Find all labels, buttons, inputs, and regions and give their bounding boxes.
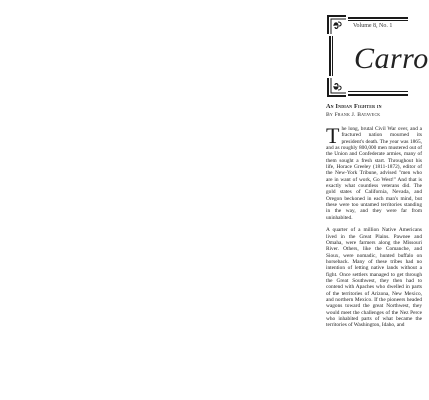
masthead-left-rule-thin <box>332 36 333 76</box>
byline: By Frank J. Bataveck <box>326 112 381 118</box>
masthead-left-rule <box>329 36 331 76</box>
masthead <box>326 14 429 98</box>
masthead-top-rule <box>348 17 408 19</box>
corner-ornament-icon <box>326 76 348 98</box>
article-title: An Indian Fighter in <box>326 103 382 110</box>
corner-ornament-icon <box>326 14 348 36</box>
article-body <box>326 123 422 329</box>
masthead-bottom-rule-thin <box>348 91 408 92</box>
paragraph: A quarter of a million Native Americans lived in the Great Plains. Pawnee and Omaha, were farmers along the Missouri River. Others, like the Comanche, and Sioux, were nomadic, hunted buffalo on horseback. Many of these tribes had no intention of letting native lands without a fight. Once settlers managed to get through the Great Southwest, they then had to contend with Apaches who dwelled in parts of the territories of Arizona, New Mexico, and northern Mexico. If the pioneers headed wagons toward the great Northwest, they would meet the challenges of the Nez Perce who inhabited parts of what became the territories of Washington, Idaho, and <box>326 227 422 329</box>
paragraph-text: he long, brutal Civil War over, and a fractured nation mourned its president's death. The year was 1865, and as roughly 800,000 men mustered out of the Union and Confederate armies, many of them sought a fresh start. Throughout his life, Horace Greeley (1811-1872), editor of the New-York Tribune, advised "men who are in want of work, Go West!" And that is exactly what countless veterans did. The gold states of California, Nevada, and Oregon beckoned in each man's mind, but these were too untamed territories standing in the way, and they were far from uninhabited. <box>326 126 422 221</box>
issue-number: Volume 8, No. 1 <box>353 23 393 29</box>
paragraph <box>326 123 422 221</box>
masthead-top-rule-thin <box>348 20 408 21</box>
drop-cap: T <box>326 123 340 148</box>
masthead-bottom-rule <box>348 94 408 96</box>
publication-title: Carro <box>354 42 429 75</box>
